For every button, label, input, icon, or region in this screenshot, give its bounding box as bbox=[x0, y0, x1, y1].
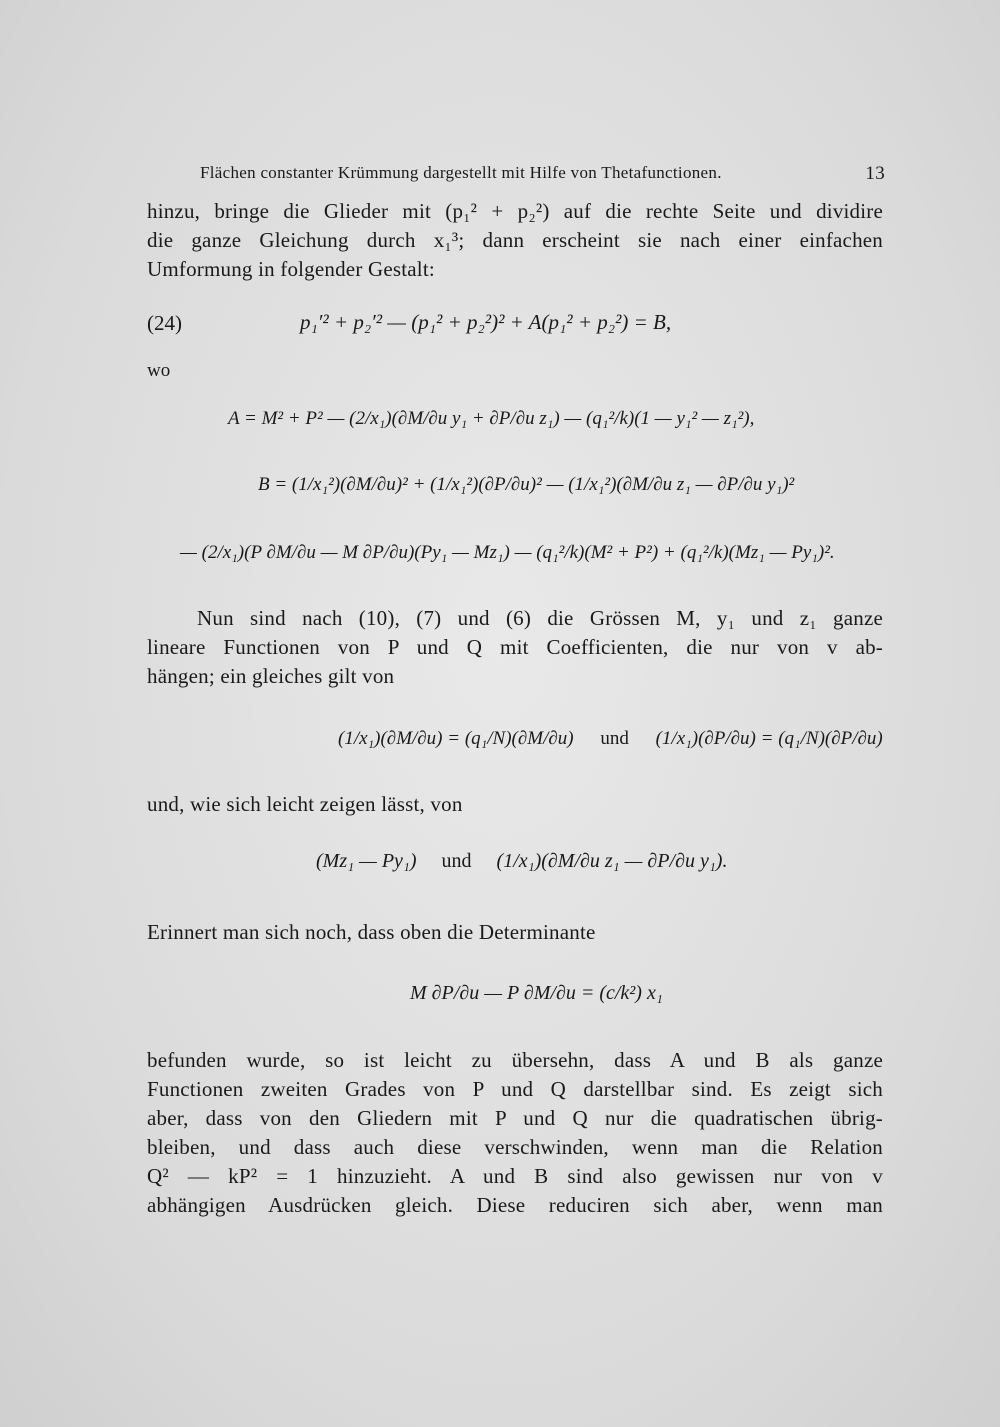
text-line: Q² — kP² = 1 hinzuzieht. A und B sind also gewissen nur von v bbox=[147, 1164, 883, 1188]
text-line: aber, dass von den Gliedern mit P und Q nur die quadratischen übrig- bbox=[147, 1106, 883, 1130]
text-line: Umformung in folgender Gestalt: bbox=[147, 257, 435, 281]
equation-B-line2: — (2/x₁)(P ∂M/∂u — M ∂P/∂u)(Py₁ — Mz₁) — (q₁²/k)(M² + P²) + (q₁²/k)(Mz₁ — Py₁)². bbox=[180, 542, 835, 563]
text-line: hinzu, bringe die Glieder mit (p₁² + p₂²) auf die rechte Seite und dividire bbox=[147, 199, 883, 223]
text-line: die ganze Gleichung durch x₁³; dann erscheint sie nach einer einfachen bbox=[147, 228, 883, 252]
running-header bbox=[200, 163, 885, 183]
paragraph-2 bbox=[147, 604, 883, 691]
text-line: abhängigen Ausdrücken gleich. Diese reduciren sich aber, wenn man bbox=[147, 1193, 883, 1217]
paragraph-5 bbox=[147, 1046, 883, 1220]
equation-D-left: (Mz₁ — Py₁) bbox=[316, 850, 417, 872]
text-line: hängen; ein gleiches gilt von bbox=[147, 664, 395, 688]
word-und: und bbox=[441, 850, 472, 872]
equation-C-right: (1/x₁)(∂P/∂u) = (q₁/N)(∂P/∂u) bbox=[655, 728, 883, 749]
word-und: und bbox=[600, 728, 629, 749]
text-line: Functionen zweiten Grades von P und Q darstellbar sind. Es zeigt sich bbox=[147, 1077, 883, 1101]
running-title: Flächen constanter Krümmung dargestellt mit Hilfe von Thetafunctionen. bbox=[200, 163, 722, 182]
equation-C-left: (1/x₁)(∂M/∂u) = (q₁/N)(∂M/∂u) bbox=[338, 728, 574, 749]
paragraph-3 bbox=[147, 790, 883, 819]
equation-A: A = M² + P² — (2/x₁)(∂M/∂u y₁ + ∂P/∂u z₁) — (q₁²/k)(1 — y₁² — z₁²), bbox=[228, 408, 755, 429]
text-line: bleiben, und dass auch diese verschwinden, wenn man die Relation bbox=[147, 1135, 883, 1159]
text-line: Nun sind nach (10), (7) und (6) die Grössen M, y₁ und z₁ ganze bbox=[197, 606, 883, 630]
text-line: befunden wurde, so ist leicht zu übersehn, dass A und B als ganze bbox=[147, 1048, 883, 1072]
paragraph-1 bbox=[147, 197, 883, 284]
equation-determinant: M ∂P/∂u — P ∂M/∂u = (c/k²) x₁ bbox=[410, 982, 663, 1004]
text-line: und, wie sich leicht zeigen lässt, von bbox=[147, 792, 463, 816]
word-wo: wo bbox=[147, 360, 171, 381]
page-number: 13 bbox=[865, 163, 885, 184]
paragraph-4 bbox=[147, 918, 883, 947]
equation-D-right: (1/x₁)(∂M/∂u z₁ — ∂P/∂u y₁). bbox=[496, 850, 728, 872]
equation-C bbox=[338, 728, 883, 750]
text-line: Erinnert man sich noch, dass oben die Determinante bbox=[147, 920, 596, 944]
equation-number-24: (24) bbox=[147, 311, 182, 335]
equation-24: p₁′² + p₂′² — (p₁² + p₂²)² + A(p₁² + p₂²) = B, bbox=[300, 310, 672, 334]
equation-D bbox=[316, 850, 727, 873]
text-line: lineare Functionen von P und Q mit Coefficienten, die nur von v ab- bbox=[147, 635, 883, 659]
equation-B-line1: B = (1/x₁²)(∂M/∂u)² + (1/x₁²)(∂P/∂u)² — (1/x₁²)(∂M/∂u z₁ — ∂P/∂u y₁)² bbox=[258, 474, 795, 495]
